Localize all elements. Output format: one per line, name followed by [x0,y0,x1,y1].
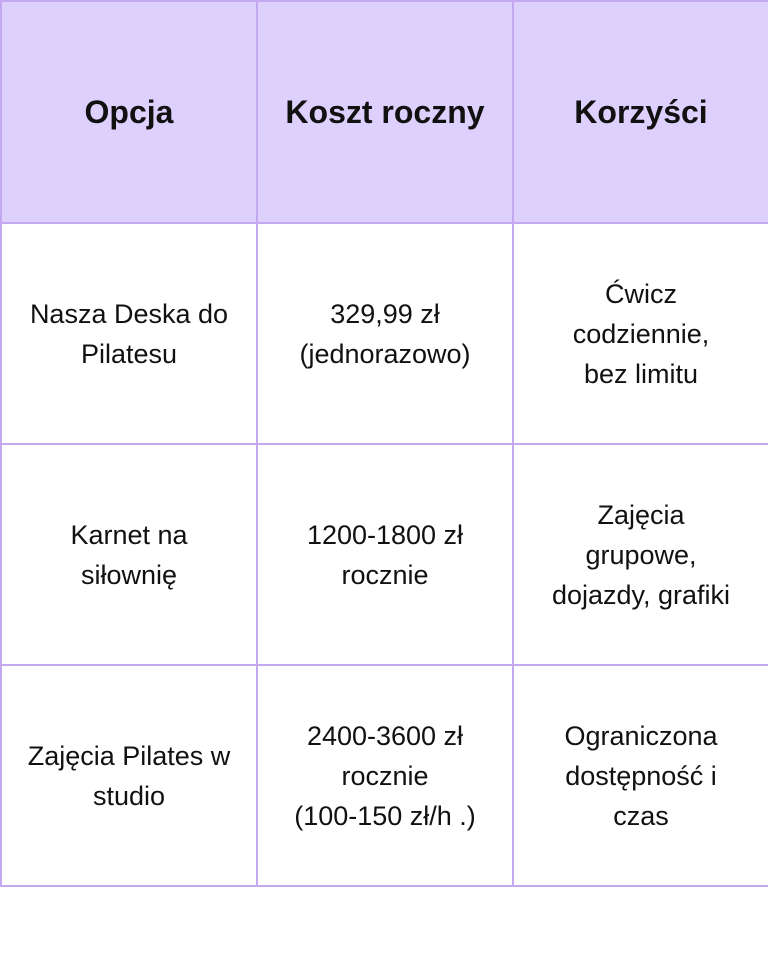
cell-option [1,665,257,886]
cell-option [1,223,257,444]
header-annual-cost: Koszt roczny [257,1,513,223]
option-text: Karnet na siłownię [70,519,188,590]
option-text: Nasza Deska do Pilatesu [29,298,229,369]
cost-text: 329,99 zł (jednorazowo) [299,298,471,369]
table-row [1,223,768,444]
cell-cost [257,665,513,886]
table-row [1,444,768,665]
header-benefits: Korzyści [513,1,768,223]
benefits-text: Zajęcia grupowe, dojazdy, grafiki [551,499,731,610]
cell-cost [257,444,513,665]
option-text: Zajęcia Pilates w studio [27,740,231,811]
cell-option [1,444,257,665]
cell-benefits [513,665,768,886]
table-row [1,665,768,886]
cost-text: 1200-1800 zł rocznie [306,519,464,590]
benefits-text: Ćwicz codziennie, bez limitu [572,278,710,389]
cell-benefits [513,444,768,665]
cost-text: 2400-3600 zł rocznie (100-150 zł/h .) [294,720,476,831]
cell-benefits [513,223,768,444]
header-option: Opcja [1,1,257,223]
header-row [1,1,768,223]
cell-cost [257,223,513,444]
benefits-text: Ograniczona dostępność i czas [564,720,718,831]
